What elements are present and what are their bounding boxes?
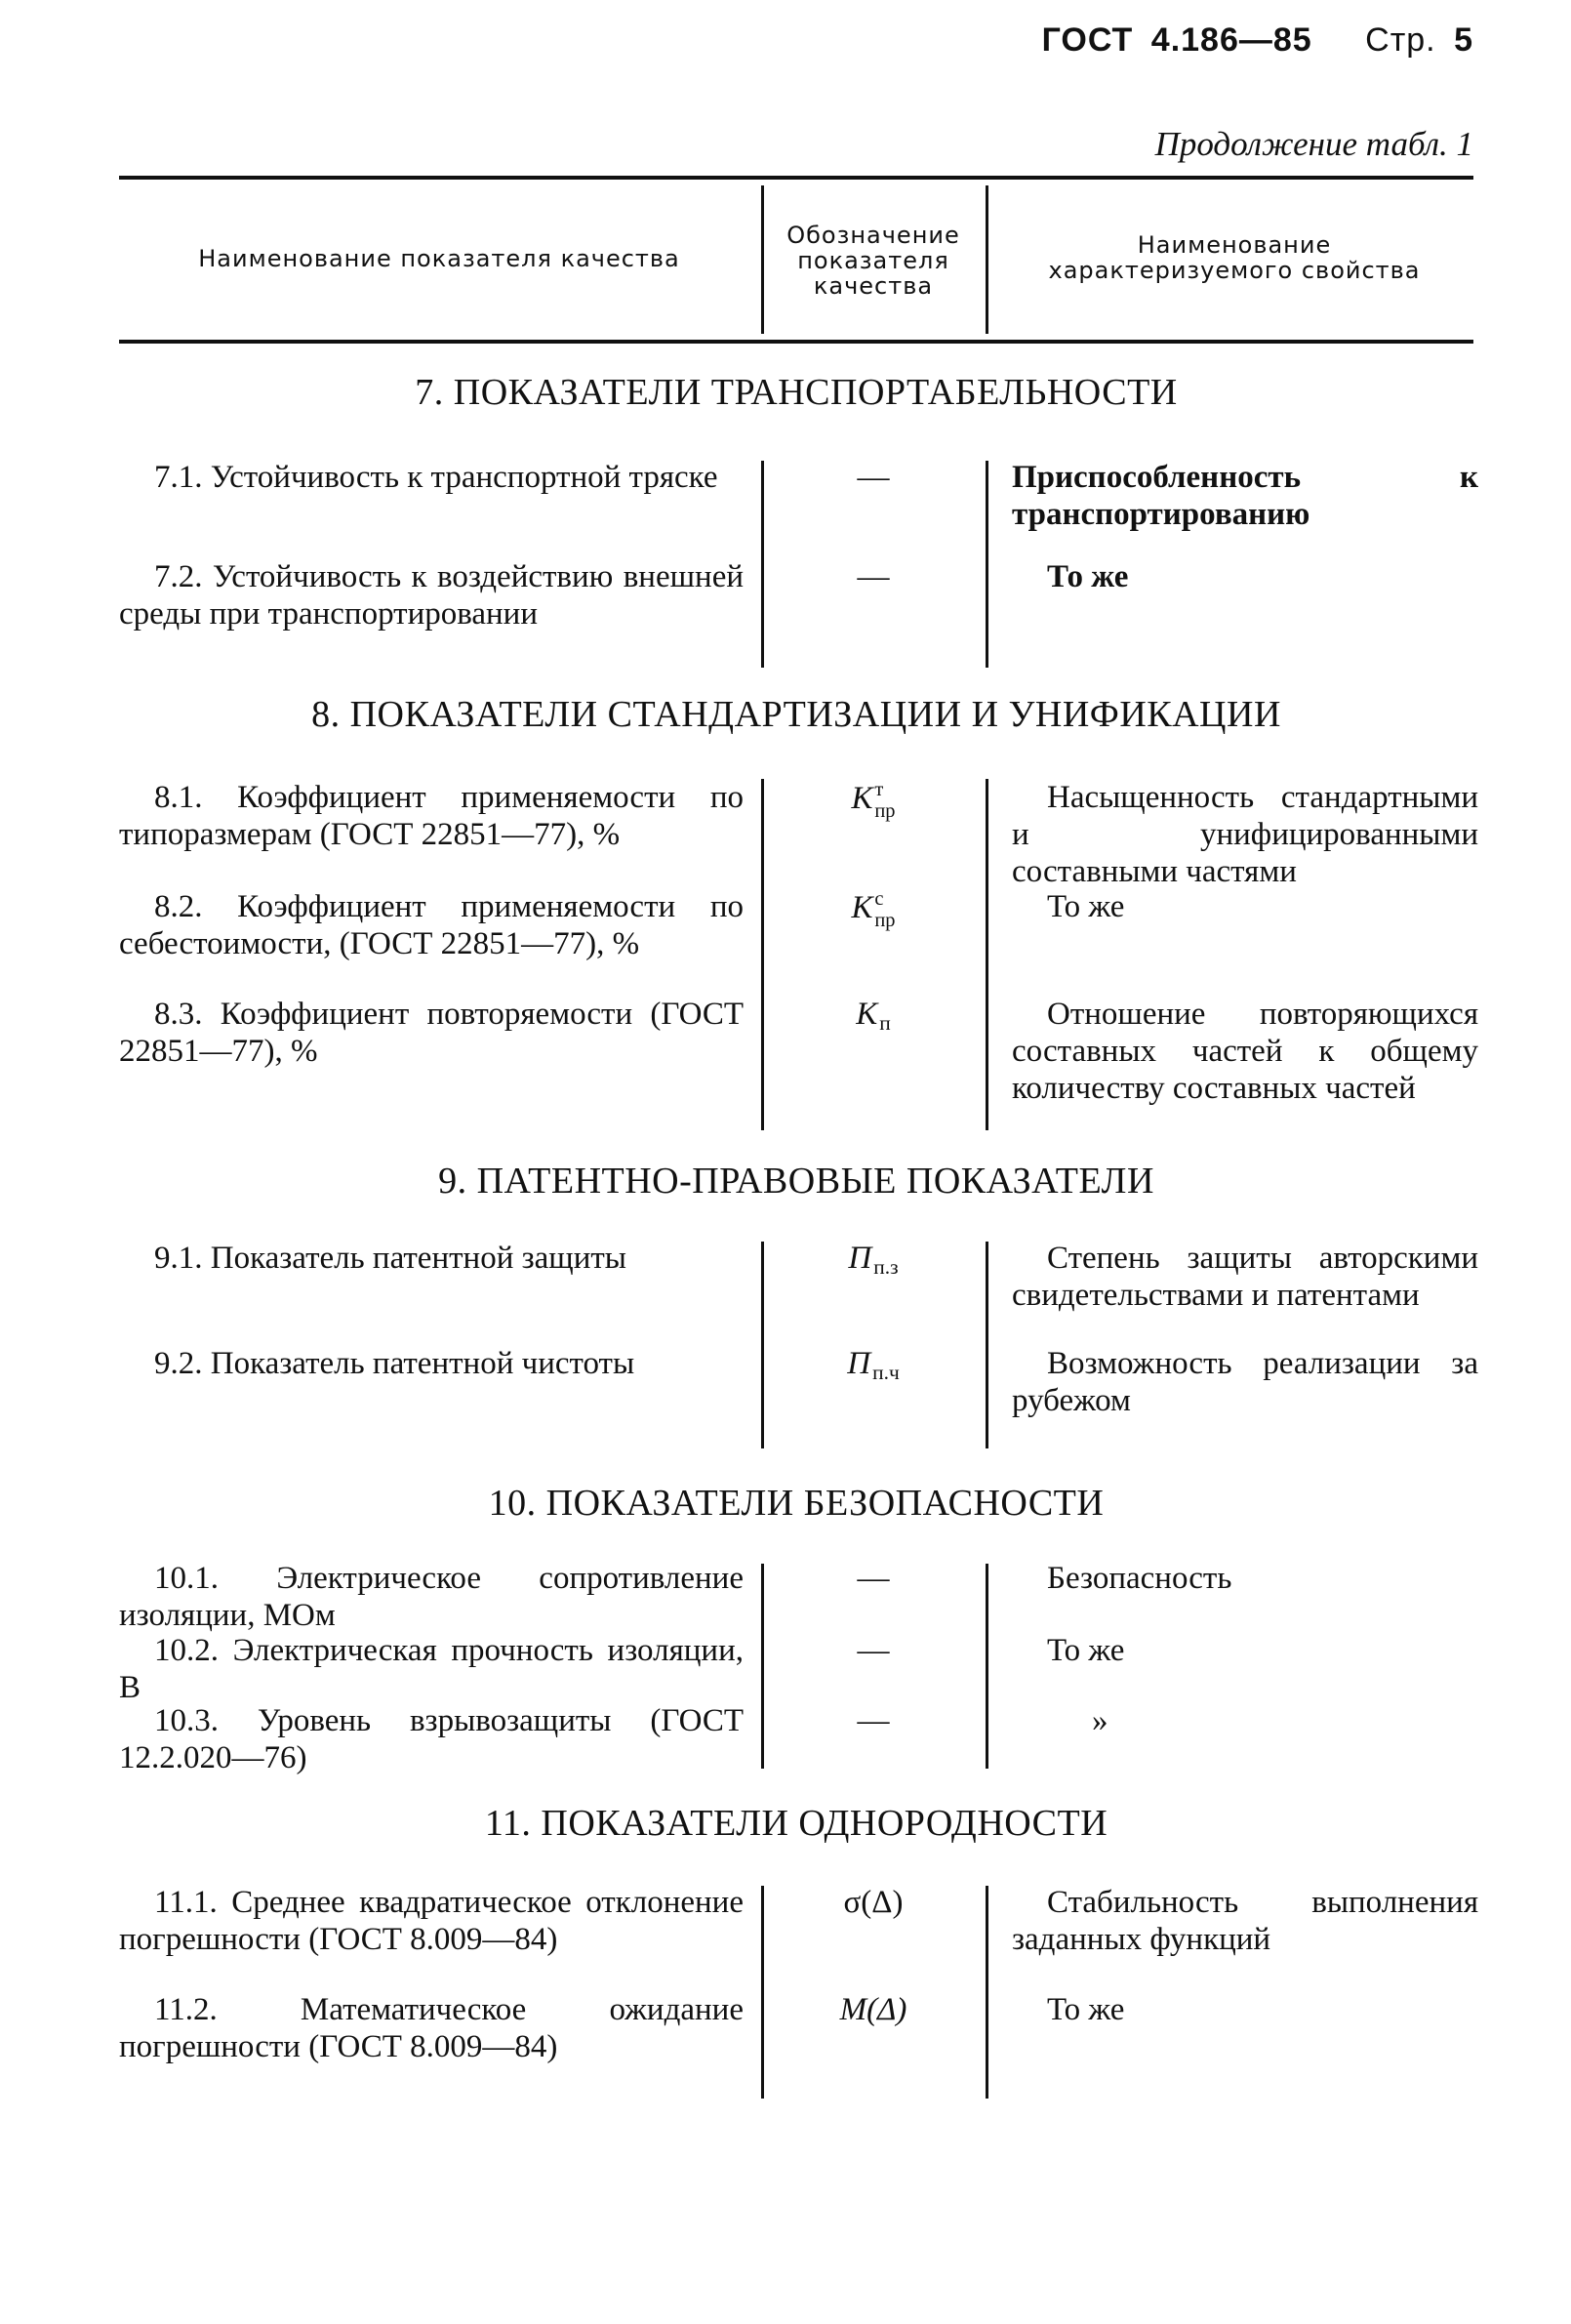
column-divider bbox=[761, 1242, 764, 1448]
header-divider-1 bbox=[761, 185, 764, 334]
column-header-property: Наименование характеризуемого свойства bbox=[1048, 231, 1421, 284]
indicator-8-2-property: То же bbox=[1047, 889, 1125, 924]
column-divider bbox=[986, 779, 988, 1130]
indicator-9-1-name: 9.1. Показатель патентной защиты bbox=[154, 1241, 626, 1276]
standard-label: ГОСТ bbox=[1041, 21, 1134, 59]
column-divider bbox=[986, 1564, 988, 1769]
indicator-8-3-name: 8.3. Коэффициент повторяемости (ГОСТ 22851—77), % bbox=[119, 997, 744, 1069]
indicator-10-2-property: То же bbox=[1047, 1633, 1125, 1668]
indicator-11-1-symbol: σ(Δ) bbox=[843, 1885, 904, 1920]
indicator-7-2-symbol: — bbox=[857, 559, 890, 594]
indicator-9-2-property: Возможность реализации за рубежом bbox=[1012, 1346, 1478, 1418]
column-divider bbox=[986, 1242, 988, 1448]
table-top-rule bbox=[119, 176, 1473, 180]
indicator-11-2-name: 11.2. Математическое ожидание погрешности (ГОСТ 8.009—84) bbox=[119, 1992, 744, 2064]
indicator-10-2-symbol: — bbox=[857, 1633, 890, 1668]
standard-number: 4.186—85 bbox=[1150, 21, 1312, 59]
page-label: Стр. bbox=[1365, 21, 1436, 59]
page-number: 5 bbox=[1454, 21, 1473, 59]
section-title-10: 10. ПОКАЗАТЕЛИ БЕЗОПАСНОСТИ bbox=[488, 1483, 1105, 1524]
indicator-9-1-symbol: $П_{п.з}$ bbox=[848, 1241, 899, 1279]
indicator-7-1-symbol: — bbox=[857, 460, 890, 495]
table-header-bottom-rule bbox=[119, 340, 1473, 344]
section-title-9: 9. ПАТЕНТНО-ПРАВОВЫЕ ПОКАЗАТЕЛИ bbox=[438, 1161, 1154, 1202]
section-title-8: 8. ПОКАЗАТЕЛИ СТАНДАРТИЗАЦИИ И УНИФИКАЦИИ bbox=[311, 694, 1281, 735]
column-divider bbox=[986, 1886, 988, 2099]
indicator-7-2-property: То же bbox=[1047, 559, 1129, 594]
section-title-7: 7. ПОКАЗАТЕЛИ ТРАНСПОРТАБЕЛЬНОСТИ bbox=[415, 372, 1178, 413]
indicator-10-1-symbol: — bbox=[857, 1561, 890, 1596]
column-header-name: Наименование показателя качества bbox=[198, 245, 680, 272]
indicator-8-3-symbol: $К_п$ bbox=[856, 997, 891, 1035]
section-title-11: 11. ПОКАЗАТЕЛИ ОДНОРОДНОСТИ bbox=[484, 1803, 1108, 1844]
column-divider bbox=[761, 461, 764, 668]
indicator-8-2-symbol: Кс пр bbox=[851, 888, 896, 931]
indicator-9-1-property: Степень защиты авторскими свидетельствами и патентами bbox=[1012, 1241, 1478, 1313]
column-divider bbox=[761, 779, 764, 1130]
indicator-11-2-property: То же bbox=[1047, 1992, 1125, 2027]
indicator-7-2-name: 7.2. Устойчивость к воздействию внешней среды при транспортировании bbox=[119, 559, 744, 632]
indicator-8-1-symbol: Кт пр bbox=[851, 779, 896, 822]
indicator-10-2-name: 10.2. Электрическая прочность изоляции, В bbox=[119, 1633, 744, 1705]
indicator-11-1-property: Стабильность выполнения заданных функций bbox=[1012, 1885, 1478, 1957]
page-header bbox=[1034, 21, 1473, 60]
indicator-8-3-property: Отношение повторяющихся составных частей к общему количеству составных частей bbox=[1012, 997, 1478, 1106]
indicator-7-1-property: Приспособленность к транспортированию bbox=[1012, 460, 1478, 532]
indicator-8-1-property: Насыщенность стандартными и унифицированными составными частями bbox=[1012, 780, 1478, 889]
column-header-symbol: Обозначение показателя качества bbox=[786, 222, 960, 300]
indicator-9-2-name: 9.2. Показатель патентной чистоты bbox=[154, 1346, 635, 1381]
indicator-11-2-symbol: М(Δ) bbox=[839, 1992, 907, 2027]
indicator-8-1-name: 8.1. Коэффициент применяемости по типоразмерам (ГОСТ 22851—77), % bbox=[119, 780, 744, 852]
indicator-8-2-name: 8.2. Коэффициент применяемости по себестоимости, (ГОСТ 22851—77), % bbox=[119, 889, 744, 961]
header-divider-2 bbox=[986, 185, 988, 334]
indicator-9-2-symbol: $П_{п.ч}$ bbox=[847, 1346, 900, 1384]
column-divider bbox=[986, 461, 988, 668]
indicator-10-3-symbol: — bbox=[857, 1703, 890, 1738]
indicator-7-1-name: 7.1. Устойчивость к транспортной тряске bbox=[154, 460, 718, 495]
indicator-10-3-property: » bbox=[1092, 1703, 1108, 1738]
indicator-11-1-name: 11.1. Среднее квадратическое отклонение погрешности (ГОСТ 8.009—84) bbox=[119, 1885, 744, 1957]
indicator-10-3-name: 10.3. Уровень взрывозащиты (ГОСТ 12.2.020—76) bbox=[119, 1703, 744, 1775]
indicator-10-1-property: Безопасность bbox=[1047, 1561, 1232, 1596]
table-continuation-note: Продолжение табл. 1 bbox=[1154, 125, 1473, 163]
column-divider bbox=[761, 1564, 764, 1769]
indicator-10-1-name: 10.1. Электрическое сопротивление изоляции, МОм bbox=[119, 1561, 744, 1633]
column-divider bbox=[761, 1886, 764, 2099]
